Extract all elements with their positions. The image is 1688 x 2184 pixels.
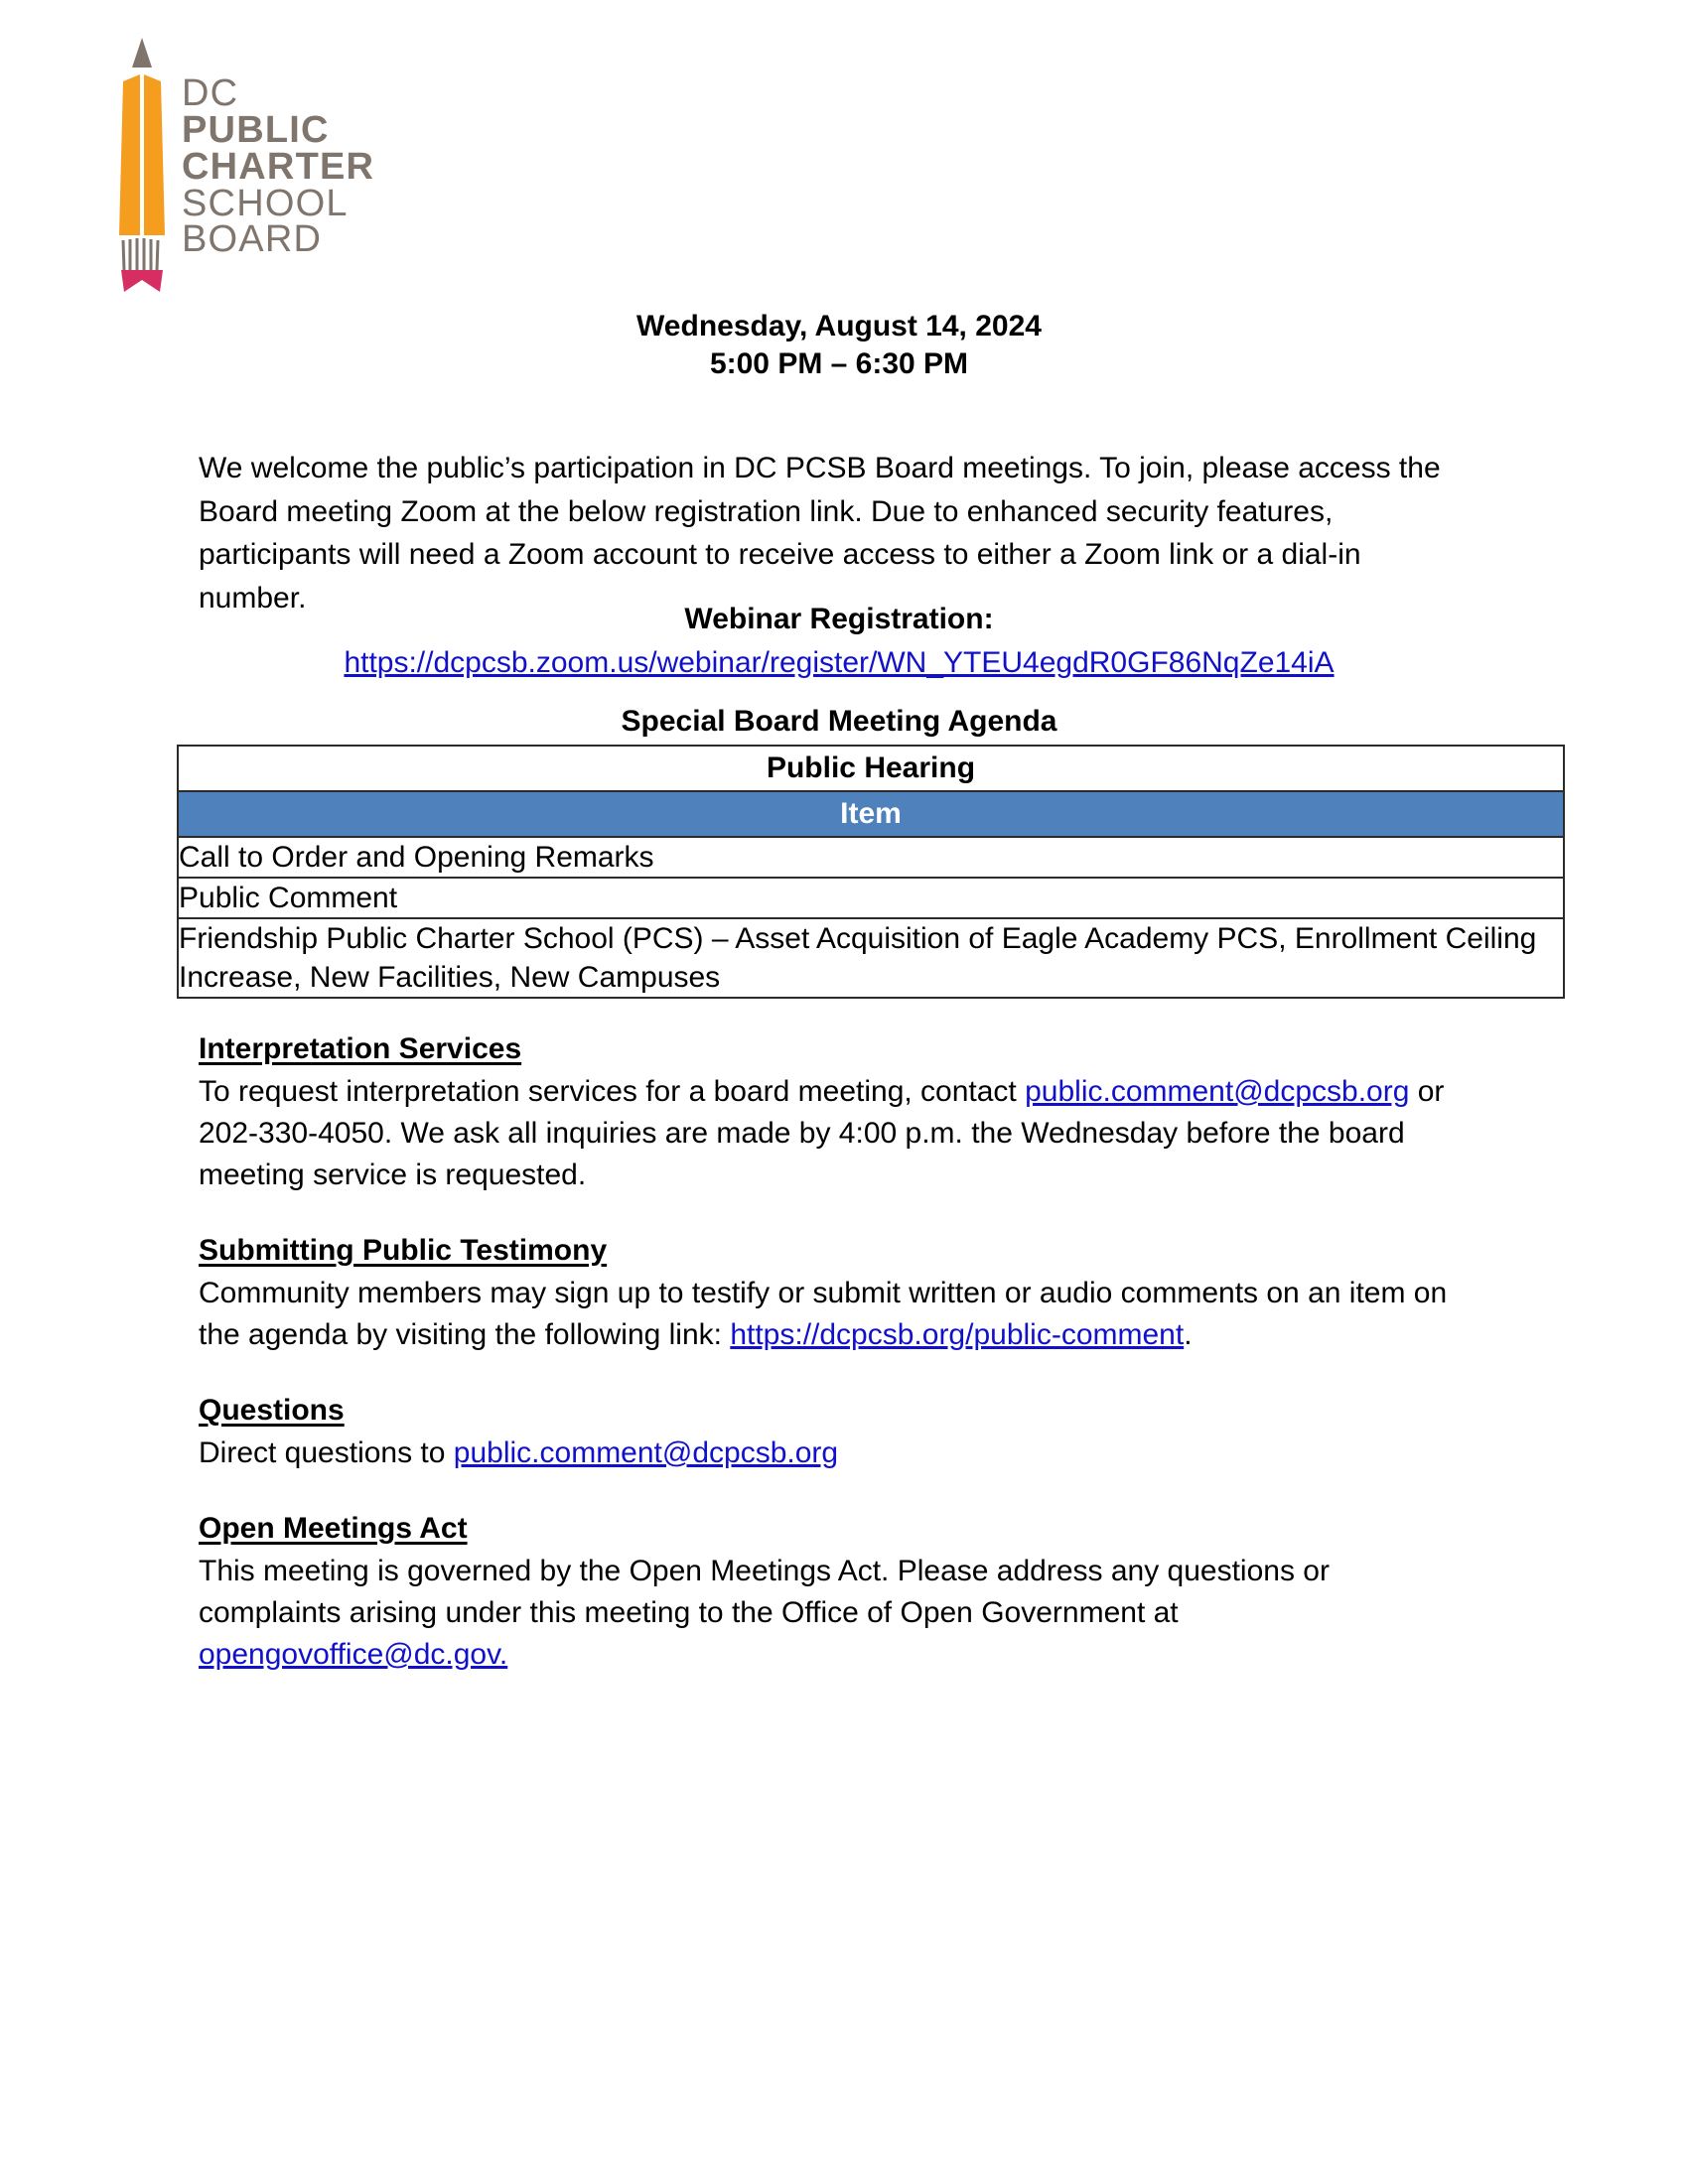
section-heading-open-meetings: Open Meetings Act [199, 1512, 468, 1545]
agenda-column-header-item: Item [178, 791, 1564, 837]
logo-line-public: PUBLIC [182, 108, 330, 151]
open-meetings-text-before: This meeting is governed by the Open Meetings Act. Please address any questions or complaints arising under this meeting to the Office of Open Government at [199, 1555, 1330, 1629]
agenda-table [177, 745, 1565, 999]
meeting-date: Wednesday, August 14, 2024 [636, 310, 1042, 342]
testimony-text-after: . [1184, 1318, 1193, 1351]
section-body-open-meetings [199, 1551, 1479, 1676]
section-spacer [199, 1474, 1479, 1508]
webinar-registration-link[interactable]: https://dcpcsb.zoom.us/webinar/register/WN_YTEU4egdR0GF86NqZe14iA [344, 645, 1335, 679]
interpretation-text-before: To request interpretation services for a board meeting, contact [199, 1075, 1026, 1108]
logo-line-dc: DC [182, 72, 239, 114]
open-meetings-email-link[interactable]: opengovoffice@dc.gov. [199, 1638, 508, 1671]
agenda-item-3: Friendship Public Charter School (PCS) – Asset Acquisition of Eagle Academy PCS, Enrollment Ceiling Increase, New Facilities, New Campuses [178, 918, 1564, 998]
logo-wordmark [182, 72, 375, 261]
testimony-text-before: Community members may sign up to testify or submit written or audio comments on an item on the agenda by visiting the following link: [199, 1277, 1448, 1351]
questions-text-before: Direct questions to [199, 1436, 454, 1469]
section-heading-interpretation: Interpretation Services [199, 1032, 522, 1065]
meeting-heading [199, 308, 1479, 384]
section-body-interpretation [199, 1071, 1479, 1196]
interpretation-text-after: or 202-330-4050. We ask all inquiries are made by 4:00 p.m. the Wednesday before the board meeting service is requested. [199, 1075, 1445, 1191]
pencil-logo-icon [97, 32, 187, 292]
table-row [178, 918, 1564, 998]
table-row-section-header [178, 746, 1564, 791]
section-submitting-public-testimony [199, 1230, 1479, 1356]
agenda-title: Special Board Meeting Agenda [621, 705, 1057, 738]
intro-paragraph: We welcome the public’s participation in DC PCSB Board meetings. To join, please access the Board meeting Zoom at the below registration link. Due to enhanced security features, participants will need a Zoom account to receive access to either a Zoom link or a dial-in number. [199, 452, 1441, 614]
section-interpretation-services [199, 1028, 1479, 1196]
section-heading-testimony: Submitting Public Testimony [199, 1234, 608, 1267]
info-sections [199, 1028, 1479, 1676]
section-body-questions [199, 1433, 1479, 1474]
logo-line-charter: CHARTER [182, 145, 375, 188]
meeting-time: 5:00 PM – 6:30 PM [709, 347, 969, 381]
table-row [178, 878, 1564, 918]
section-questions [199, 1390, 1479, 1474]
section-open-meetings-act [199, 1508, 1479, 1676]
dc-pcsb-logo [97, 32, 514, 300]
section-spacer [199, 1196, 1479, 1230]
webinar-registration-block [199, 600, 1479, 683]
table-row [178, 837, 1564, 878]
questions-email-link[interactable]: public.comment@dcpcsb.org [453, 1436, 839, 1469]
testimony-public-comment-link[interactable]: https://dcpcsb.org/public-comment [730, 1318, 1185, 1351]
section-body-testimony [199, 1273, 1479, 1356]
table-row-column-header [178, 791, 1564, 837]
section-spacer [199, 1356, 1479, 1390]
interpretation-email-link[interactable]: public.comment@dcpcsb.org [1025, 1075, 1410, 1108]
agenda-section-header: Public Hearing [178, 746, 1564, 791]
agenda-item-2: Public Comment [178, 878, 1564, 918]
logo-line-school: SCHOOL [182, 182, 349, 224]
section-heading-questions: Questions [199, 1394, 345, 1427]
webinar-registration-label: Webinar Registration: [684, 603, 994, 635]
logo-line-board: BOARD [182, 218, 323, 261]
agenda-item-1: Call to Order and Opening Remarks [178, 837, 1564, 878]
